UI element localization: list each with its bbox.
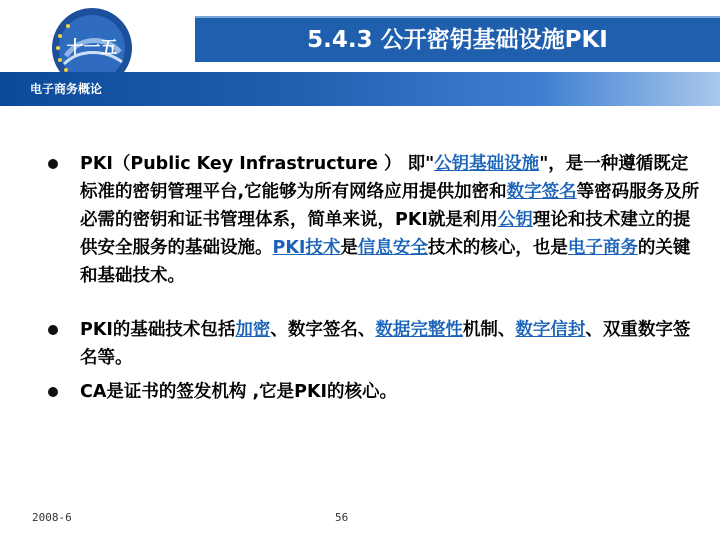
footer-date: 2008-6	[32, 511, 72, 524]
hyperlink[interactable]: 电子商务	[567, 238, 638, 258]
bullet-dot-icon	[48, 325, 58, 335]
course-subtitle: 电子商务概论	[30, 82, 103, 96]
bullet-text-segment: 是	[340, 238, 358, 258]
bullet-text-segment: 技术的核心，也是	[427, 238, 568, 258]
bullet-text-segment: CA是证书的签发机构 ,它是PKI的核心。	[80, 382, 398, 402]
bullet-text-segment: PKI的基础技术包括	[80, 320, 236, 340]
slide-body	[44, 150, 704, 406]
bullet-text-segment: 、双重数字签名等。	[80, 320, 691, 368]
bullet-text-segment: "，是一种遵循既定标准的密钥管理平台,它能够为所有网络应用提供加密和	[80, 154, 689, 202]
hyperlink[interactable]: 数字信封	[515, 320, 586, 340]
hyperlink[interactable]: 公钥基础设施	[434, 154, 540, 174]
bullet-text-segment: 、数字签名、	[270, 320, 376, 340]
bullet-text-segment: PKI（Public Key Infrastructure ） 即"	[80, 154, 435, 174]
title-band	[195, 16, 720, 62]
bullet-dot-icon	[48, 387, 58, 397]
hyperlink[interactable]: 公钥	[497, 210, 533, 230]
bullet-text-segment: 的关键和基础技术。	[80, 238, 691, 286]
subtitle-band	[0, 72, 720, 106]
bullet-item-pki-definition	[44, 150, 704, 290]
footer-page-number: 56	[335, 511, 349, 524]
hyperlink[interactable]: 加密	[235, 320, 271, 340]
bullet-text-segment: 理论和技术建立的提供安全服务的基础设施。	[80, 210, 691, 258]
slide-title: 5.4.3 公开密钥基础设施PKI	[307, 27, 608, 53]
bullet-item-pki-basics	[44, 316, 704, 372]
bullet-text-segment: 等密码服务及所必需的密钥和证书管理体系，简单来说，PKI就是利用	[80, 182, 700, 230]
bullet-text	[80, 320, 690, 368]
bullet-text	[80, 154, 699, 286]
bullet-item-ca	[44, 378, 704, 406]
hyperlink[interactable]: 数据完整性	[375, 320, 463, 340]
hyperlink[interactable]: PKI技术	[272, 238, 341, 258]
svg-text:十一五: 十一五	[66, 38, 118, 58]
bullet-text	[80, 382, 397, 402]
hyperlink[interactable]: 数字签名	[506, 182, 577, 202]
hyperlink[interactable]: 信息安全	[357, 238, 428, 258]
bullet-text-segment: 机制、	[462, 320, 516, 340]
bullet-dot-icon	[48, 159, 58, 169]
